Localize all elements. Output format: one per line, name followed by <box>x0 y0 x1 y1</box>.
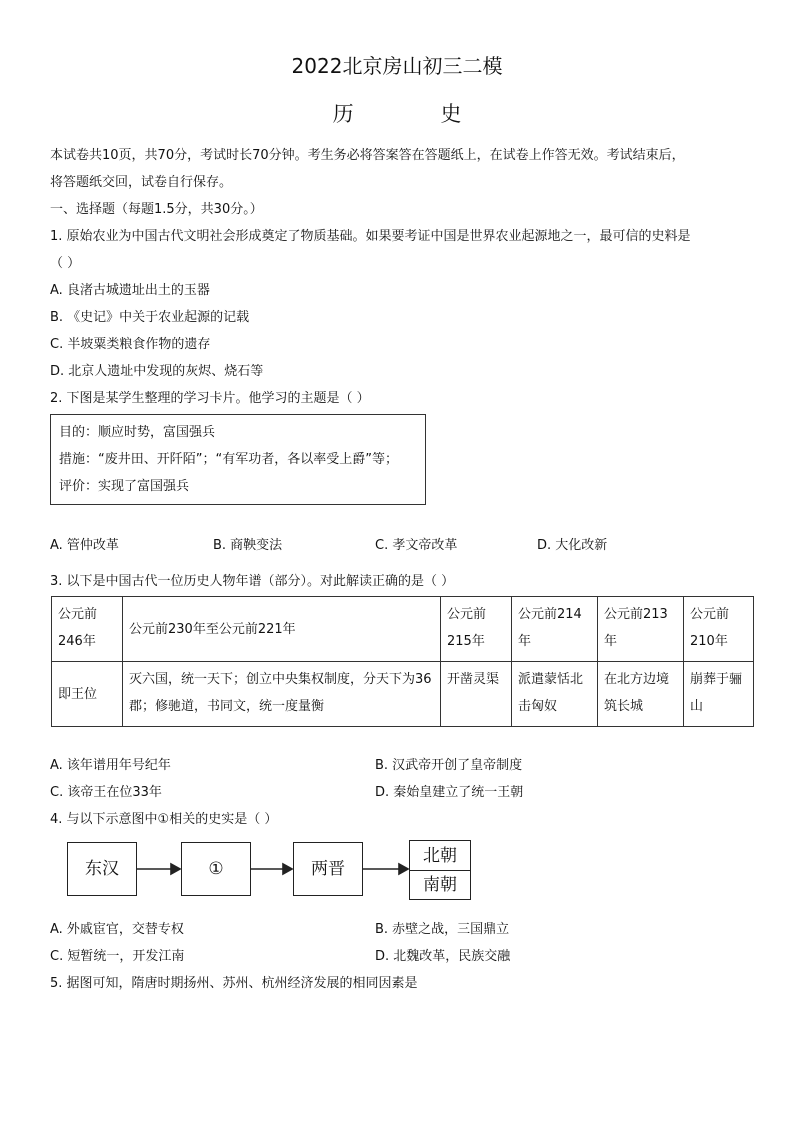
flow-box-donghan: 东汉 <box>67 842 137 896</box>
q1-option-b: B. 《史记》中关于农业起源的记载 <box>50 310 250 325</box>
q3-stem: 3. 以下是中国古代一位历史人物年谱（部分）。对此解读正确的是（ ） <box>50 574 455 589</box>
flow-box-liangjin: 两晋 <box>293 842 363 896</box>
flow-box-dynasties <box>409 840 471 900</box>
table-cell: 公元前214年 <box>512 597 598 662</box>
q1-option-c: C. 半坡粟类粮食作物的遗存 <box>50 337 211 352</box>
intro-line-1: 本试卷共10页，共70分，考试时长70分钟。考生务必将答案答在答题纸上，在试卷上作答无效。考试结束后， <box>50 148 685 163</box>
subject-title: 历 史 <box>332 102 502 126</box>
q2-stem: 2. 下图是某学生整理的学习卡片。他学习的主题是（ ） <box>50 391 370 406</box>
table-cell: 公元前215年 <box>441 597 512 662</box>
q2-option-a: A. 管仲改革 <box>50 538 119 553</box>
q4-option-d: D. 北魏改革，民族交融 <box>375 949 511 964</box>
q3-option-c: C. 该帝王在位33年 <box>50 785 162 800</box>
intro-line-2: 将答题纸交回，试卷自行保存。 <box>50 175 233 190</box>
page-title: 2022北京房山初三二模 <box>291 54 503 78</box>
table-row-years <box>52 597 754 662</box>
flow-box-beichao: 北朝 <box>410 841 470 871</box>
table-cell: 派遣蒙恬北击匈奴 <box>512 662 598 727</box>
q4-option-a: A. 外戚宦官，交替专权 <box>50 922 184 937</box>
table-cell: 公元前246年 <box>52 597 123 662</box>
table-cell: 在北方边境筑长城 <box>598 662 684 727</box>
section-heading: 一、选择题（每题1.5分，共30分。） <box>50 202 263 217</box>
arrow-3-head <box>399 864 408 874</box>
q1-option-d: D. 北京人遗址中发现的灰烬、烧石等 <box>50 364 264 379</box>
q3-option-a: A. 该年谱用年号纪年 <box>50 758 171 773</box>
q1-stem-bracket: （ ） <box>50 256 81 271</box>
table-cell: 开凿灵渠 <box>441 662 512 727</box>
table-cell: 公元前210年 <box>684 597 754 662</box>
flow-box-nanchao: 南朝 <box>423 875 457 895</box>
q2-option-b: B. 商鞅变法 <box>213 538 283 553</box>
q3-option-b: B. 汉武帝开创了皇帝制度 <box>375 758 523 773</box>
q3-option-d: D. 秦始皇建立了统一王朝 <box>375 785 524 800</box>
q2-option-c: C. 孝文帝改革 <box>375 538 458 553</box>
arrow-2-head <box>283 864 292 874</box>
q4-stem: 4. 与以下示意图中①相关的史实是（ ） <box>50 812 278 827</box>
table-cell: 即王位 <box>52 662 123 727</box>
chronicle-table <box>51 596 754 727</box>
q1-stem: 1. 原始农业为中国古代文明社会形成奠定了物质基础。如果要考证中国是世界农业起源地之一，最可信的史料是 <box>50 229 691 244</box>
card-evaluation: 评价：实现了富国强兵 <box>59 479 190 494</box>
table-cell: 崩葬于骊山 <box>684 662 754 727</box>
q4-option-c: C. 短暂统一，开发江南 <box>50 949 185 964</box>
study-card <box>50 414 426 505</box>
q5-stem: 5. 据图可知，隋唐时期扬州、苏州、杭州经济发展的相同因素是 <box>50 976 418 991</box>
table-cell: 灭六国，统一天下；创立中央集权制度，分天下为36郡；修驰道，书同文，统一度量衡 <box>123 662 441 727</box>
q4-option-b: B. 赤壁之战，三国鼎立 <box>375 922 510 937</box>
table-row-events <box>52 662 754 727</box>
card-measures: 措施：“废井田、开阡陌”；“有军功者，各以率受上爵”等； <box>59 452 398 467</box>
q1-option-a: A. 良渚古城遗址出土的玉器 <box>50 283 210 298</box>
table-cell: 公元前230年至公元前221年 <box>123 597 441 662</box>
arrow-1-head <box>171 864 180 874</box>
flow-box-blank: ① <box>181 842 251 896</box>
table-cell: 公元前213年 <box>598 597 684 662</box>
q2-option-d: D. 大化改新 <box>537 538 608 553</box>
card-purpose: 目的：顺应时势，富国强兵 <box>59 425 216 440</box>
